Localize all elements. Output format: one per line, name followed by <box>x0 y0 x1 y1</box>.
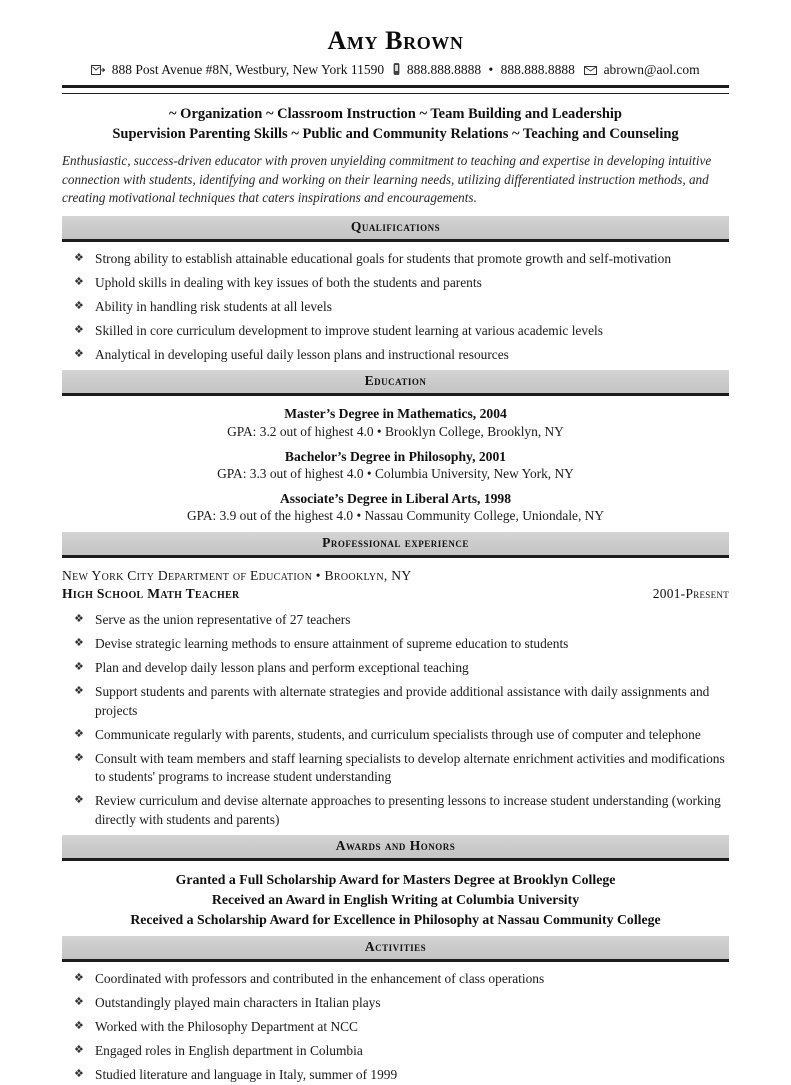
diamond-bullet-icon: ❖ <box>74 685 84 698</box>
list-item-text: Skilled in core curriculum development to improve student learning at various academic levels <box>95 322 603 338</box>
awards-list <box>62 870 729 929</box>
section-title: Awards and Honors <box>335 838 456 854</box>
section-header-awards <box>62 835 729 861</box>
list-item <box>62 726 729 745</box>
section-header-activities <box>62 936 729 962</box>
diamond-bullet-icon: ❖ <box>74 1020 84 1033</box>
diamond-bullet-icon: ❖ <box>74 661 84 674</box>
phone-primary: 888.888.8888 <box>406 61 482 77</box>
diamond-bullet-icon: ❖ <box>74 727 84 740</box>
list-item-text: Serve as the union representative of 27 teachers <box>95 612 351 628</box>
tagline-line-2: Supervision Parenting Skills ~ Public and Community Relations ~ Teaching and Counseling <box>112 125 679 142</box>
activities-list <box>62 970 729 1085</box>
section-title: Qualifications <box>350 218 441 234</box>
list-item <box>62 1042 729 1061</box>
professional-summary: Enthusiastic, success-driven educator with proven unyielding commitment to teaching and expertise in developing intuitive connection with students, identifying and working on their learning needs, utilizing differentiated instruction methods, and creating motivational techniques that caters inspirations and encouragements. <box>62 152 712 206</box>
list-item-text: Strong ability to establish attainable educational goals for students that promote growth and self-motivation <box>95 250 672 266</box>
list-item <box>62 611 729 630</box>
diamond-bullet-icon: ❖ <box>74 751 84 764</box>
tagline-line-1: ~ Organization ~ Classroom Instruction ~ Team Building and Leadership <box>169 105 622 122</box>
section-header-qualifications <box>62 216 729 242</box>
diamond-bullet-icon: ❖ <box>74 794 84 807</box>
list-item-text: Analytical in developing useful daily lesson plans and instructional resources <box>95 346 509 362</box>
phone-separator: • <box>488 61 494 77</box>
list-item-text: Studied literature and language in Italy, summer of 1999 <box>95 1067 398 1083</box>
diamond-bullet-icon: ❖ <box>74 996 84 1009</box>
diamond-bullet-icon: ❖ <box>74 251 84 264</box>
resume-header <box>62 26 729 94</box>
education-entry <box>62 490 729 525</box>
list-item <box>62 792 729 829</box>
list-item-text: Coordinated with professors and contributed in the enhancement of class operations <box>95 971 545 987</box>
section-header-education <box>62 370 729 396</box>
education-list <box>62 405 729 524</box>
qualifications-list <box>62 250 729 365</box>
award-item: Received an Award in English Writing at Columbia University <box>211 892 580 908</box>
section-title: Education <box>364 373 427 389</box>
experience-entry <box>62 567 729 830</box>
list-item-text: Ability in handling risk students at all levels <box>95 298 332 314</box>
diamond-bullet-icon: ❖ <box>74 637 84 650</box>
section-title: Professional experience <box>322 534 469 550</box>
list-item-text: Uphold skills in dealing with key issues of both the students and parents <box>95 274 482 290</box>
job-title-row <box>62 585 729 603</box>
diamond-bullet-icon: ❖ <box>74 299 84 312</box>
phone-secondary: 888.888.8888 <box>500 61 575 77</box>
list-item <box>62 994 729 1013</box>
diamond-bullet-icon: ❖ <box>74 972 84 985</box>
list-item-text: Review curriculum and devise alternate approaches to presenting lessons to increase student understanding (working directly with students and parents) <box>95 793 721 827</box>
list-item <box>62 635 729 654</box>
list-item <box>62 250 729 269</box>
diamond-bullet-icon: ❖ <box>74 613 84 626</box>
list-item <box>62 346 729 365</box>
job-title: High School Math Teacher <box>62 586 240 602</box>
education-detail: GPA: 3.3 out of highest 4.0 • Columbia University, New York, NY <box>217 466 574 482</box>
award-item: Granted a Full Scholarship Award for Masters Degree at Brooklyn College <box>175 872 616 888</box>
address-text: 888 Post Avenue #8N, Westbury, New York 11590 <box>111 61 385 77</box>
diamond-bullet-icon: ❖ <box>74 1068 84 1081</box>
list-item-text: Worked with the Philosophy Department at NCC <box>95 1019 358 1035</box>
list-item <box>62 298 729 317</box>
list-item-text: Devise strategic learning methods to ensure attainment of supreme education to students <box>95 636 569 652</box>
education-degree: Associate’s Degree in Liberal Arts, 1998 <box>279 490 512 506</box>
list-item-text: Engaged roles in English department in Columbia <box>95 1043 363 1059</box>
contact-line <box>62 62 729 80</box>
envelope-icon <box>584 63 597 80</box>
education-entry <box>62 448 729 483</box>
education-entry <box>62 405 729 440</box>
list-item-text: Communicate regularly with parents, students, and curriculum specialists through use of computer and telephone <box>95 726 701 742</box>
phone-icon <box>393 63 400 80</box>
diamond-bullet-icon: ❖ <box>74 323 84 336</box>
list-item <box>62 322 729 341</box>
section-title: Activities <box>364 939 427 955</box>
job-dates: 2001-Present <box>652 586 729 602</box>
email-text: abrown@aol.com <box>603 61 700 77</box>
list-item <box>62 1018 729 1037</box>
address-card-icon <box>91 63 105 80</box>
experience-list <box>62 611 729 829</box>
section-header-professional-experience <box>62 532 729 558</box>
education-degree: Master’s Degree in Mathematics, 2004 <box>284 406 507 422</box>
award-item: Received a Scholarship Award for Excellence in Philosophy at Nassau Community College <box>130 911 661 927</box>
list-item-text: Consult with team members and staff learning specialists to develop alternate enrichment activities and modifications to students' programs to increase student understanding <box>95 750 725 785</box>
diamond-bullet-icon: ❖ <box>74 347 84 360</box>
list-item <box>62 1066 729 1085</box>
diamond-bullet-icon: ❖ <box>74 275 84 288</box>
list-item <box>62 750 729 787</box>
education-detail: GPA: 3.2 out of highest 4.0 • Brooklyn College, Brooklyn, NY <box>227 424 564 440</box>
list-item <box>62 274 729 293</box>
page-title: Amy Brown <box>327 26 464 55</box>
list-item <box>62 683 729 720</box>
diamond-bullet-icon: ❖ <box>74 1044 84 1057</box>
list-item <box>62 970 729 989</box>
education-detail: GPA: 3.9 out of the highest 4.0 • Nassau Community College, Uniondale, NY <box>186 508 605 524</box>
header-divider <box>62 85 729 94</box>
list-item <box>62 659 729 678</box>
list-item-text: Support students and parents with alternate strategies and provide additional assistance with daily assignments and projects <box>95 684 710 718</box>
list-item-text: Plan and develop daily lesson plans and perform exceptional teaching <box>95 660 469 676</box>
job-employer: New York City Department of Education • Brooklyn, NY <box>62 567 412 583</box>
list-item-text: Outstandingly played main characters in Italian plays <box>95 995 381 1011</box>
education-degree: Bachelor’s Degree in Philosophy, 2001 <box>284 448 507 464</box>
